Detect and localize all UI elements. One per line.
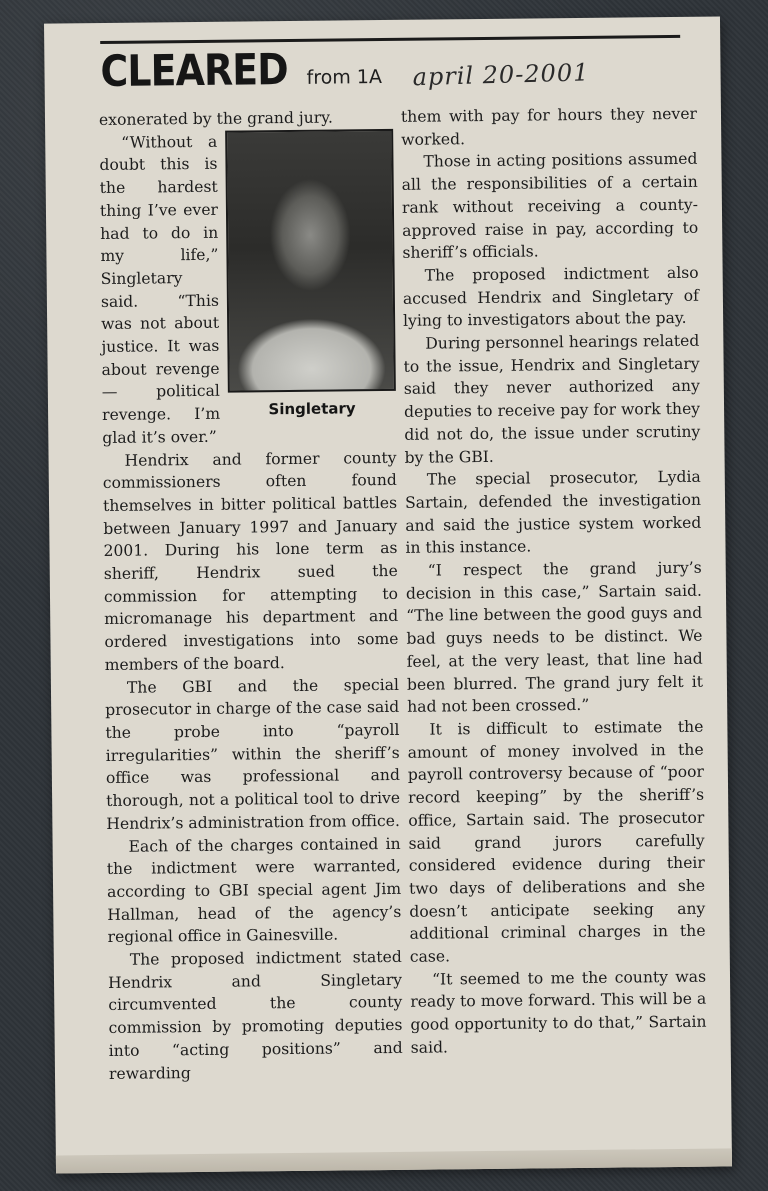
paragraph: It is difficult to estimate the amount of money involved in the payroll controversy because of “poor record keeping” by the sheriff’s office, Sartain said. The prosecutor said grand jurors carefully considered evidence during their two days of deliberations and she doesn’t anticipate seeking any additional criminal charges in the case. bbox=[407, 717, 706, 966]
paragraph: them with pay for hours they never worked. bbox=[400, 104, 698, 149]
paragraph: The proposed indictment stated Hendrix and Singletary circumvented the county commission by promoting deputies into “acting positions” and rewarding bbox=[107, 947, 403, 1083]
paragraph: The GBI and the special prosecutor in charge of the case said the probe into “payroll irregularities” within the sheriff’s office was professional and thorough, not a political tool to drive Hendrix’s administration from office. bbox=[105, 675, 401, 833]
headline: CLEARED bbox=[100, 45, 289, 97]
article-column-right bbox=[401, 103, 707, 1060]
paragraph: “I respect the grand jury’s decision in this case,” Sartain said. “The line between the good guys and bad guys needs to be distinct. We feel, at the very least, that line had been blurred. The grand jury felt it had not been crossed.” bbox=[405, 558, 704, 717]
paragraph: exonerated by the grand jury. bbox=[98, 108, 333, 129]
paragraph: Those in acting positions assumed all the responsibilities of a certain rank without receiving a county-approved raise in pay, according to sheriff’s officials. bbox=[401, 150, 699, 263]
jump-line: from 1A bbox=[306, 66, 383, 89]
handwritten-date: april 20-2001 bbox=[412, 58, 590, 92]
article-column-left bbox=[99, 106, 403, 1085]
paragraph: The special prosecutor, Lydia Sartain, defended the investigation and said the justice system worked in this instance. bbox=[404, 467, 702, 558]
newspaper-clipping bbox=[44, 16, 732, 1173]
paragraph: The proposed indictment also accused Hendrix and Singletary of lying to investigators about the pay. bbox=[402, 263, 699, 331]
paragraph: Hendrix and former county commissioners often found themselves in bitter political battles between January 1997 and January 2001. During his lone term as sheriff, Hendrix sued the commission for attempting to micromanage his department and ordered investigations into some members of the board. bbox=[102, 448, 399, 674]
paragraph: Each of the charges contained in the indictment were warranted, according to GBI special agent Jim Hallman, head of the agency’s regional office in Gainesville. bbox=[106, 834, 402, 947]
paragraph: “It seemed to me the county was ready to move forward. This will be a good opportunity to do that,” Sartain said. bbox=[410, 967, 707, 1057]
portrait-photo bbox=[225, 129, 396, 393]
paragraph: During personnel hearings related to the issue, Hendrix and Singletary said they never authorized any deputies to receive pay for work they did not do, the issue under scrutiny by the GBI. bbox=[403, 331, 701, 467]
paragraph: “Without a doubt this is the hardest thing I’ve ever had to do in my life,” Singletary said. “This was not about justice. It was about revenge — political revenge. I’m glad it’s over.” bbox=[99, 132, 221, 447]
photo-caption: Singletary bbox=[268, 399, 356, 418]
photo-block bbox=[225, 129, 396, 421]
headline-rule bbox=[100, 35, 680, 44]
